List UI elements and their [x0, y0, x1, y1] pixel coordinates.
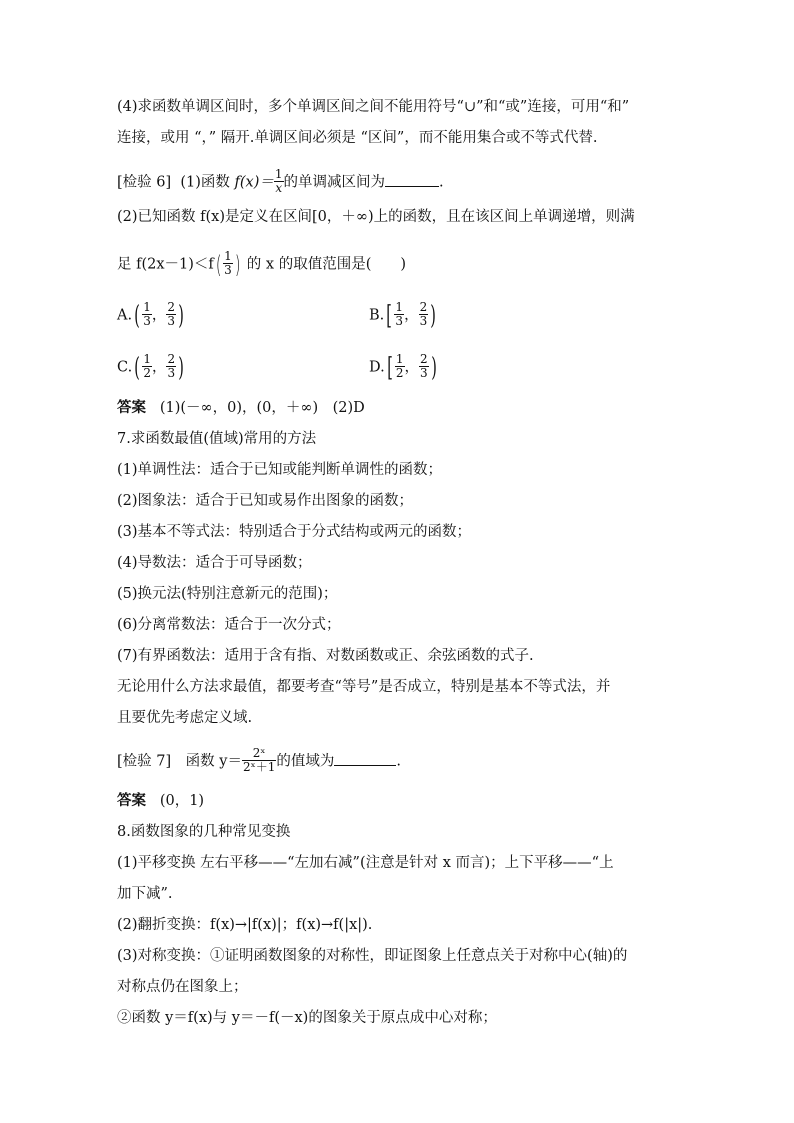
list-item: (7)有界函数法：适用于含有指、对数函数或正、余弦函数的式子. [117, 648, 534, 664]
text-line: 且要优先考虑定义域. [117, 710, 253, 726]
text-line: 连接，或用 “，” 隔开.单调区间必须是 “区间”，而不能用集合或不等式代替. [117, 130, 598, 146]
list-item: (1)单调性法：适合于已知或能判断单调性的函数； [117, 462, 443, 478]
section-7-title: 7.求函数最值(值域)常用的方法 [117, 431, 317, 447]
exercise-tag: [检验 7] [117, 753, 172, 770]
text-line: (2)翻折变换：f(x)→|f(x)|；f(x)→f(|x|). [117, 917, 373, 933]
text-line: 对称点仍在图象上； [117, 979, 248, 995]
fraction: $\frac{\text{2ˣ}}{\text{2ˣ＋1}}$ [242, 746, 276, 774]
option-d[interactable]: D.[ $\frac{1}{2}$ ， $\frac{2}{3}$ ) [369, 352, 437, 383]
text-line: 无论用什么方法求最值，都要考查“等号”是否成立，特别是基本不等式法，并 [117, 679, 611, 695]
option-b[interactable]: B.[ $\frac{1}{3}$ ， $\frac{2}{3}$ ) [369, 300, 437, 331]
exercise-6-question-2-cont: 足 f(2x－1)＜f( $\frac{1}{3}$ ) 的 x 的取值范围是( ) [117, 249, 407, 279]
section-8-title: 8.函数图象的几种常见变换 [117, 824, 291, 840]
exercise-tag: [检验 6] [117, 174, 172, 191]
option-c[interactable]: C.( $\frac{1}{2}$ ， $\frac{2}{3}$ ) [117, 352, 184, 383]
text-line: 加下减”. [117, 886, 173, 902]
exercise-6-question-2: (2)已知函数 f(x)是定义在区间[0，＋∞)上的函数，且在该区间上单调递增，则满 [117, 209, 635, 225]
answer-blank [334, 751, 396, 766]
exercise-7-answer: 答案 (0，1) [117, 793, 205, 809]
text-line: ②函数 y＝f(x)与 y＝－f(－x)的图象关于原点成中心对称； [117, 1010, 497, 1026]
list-item: (5)换元法(特别注意新元的范围)； [117, 586, 338, 602]
answer-blank [385, 172, 439, 187]
list-item: (4)导数法：适合于可导函数； [117, 555, 312, 571]
option-a[interactable]: A.( $\frac{1}{3}$ ， $\frac{2}{3}$ ) [117, 300, 184, 331]
list-item: (6)分离常数法：适合于一次分式； [117, 617, 341, 633]
text-line: (1)平移变换 左右平移——“左加右减”(注意是针对 x 而言)；上下平移——“上 [117, 855, 614, 871]
exercise-7-question: [检验 7] 函数 y＝ $\frac{\text{2ˣ}}{\text{2ˣ＋1}}$ 的值域为 . [117, 746, 401, 774]
exercise-6-question-1: [检验 6] (1)函数 f(x)＝ $\frac{1}{x}$ 的单调减区间为 . [117, 167, 444, 195]
list-item: (3)基本不等式法：特别适合于分式结构或两元的函数； [117, 524, 472, 540]
list-item: (2)图象法：适合于已知或易作出图象的函数； [117, 493, 414, 509]
text-line: (4)求函数单调区间时，多个单调区间之间不能用符号“∪”和“或”连接，可用“和” [117, 99, 630, 115]
exercise-6-answer: 答案 (1)(－∞，0)，(0，＋∞) (2)D [117, 400, 365, 416]
fraction: $\frac{1}{x}$ [274, 167, 283, 195]
fraction: $\frac{1}{3}$ [224, 249, 232, 277]
text-line: (3)对称变换：①证明函数图象的对称性，即证图象上任意点关于对称中心(轴)的 [117, 948, 628, 964]
